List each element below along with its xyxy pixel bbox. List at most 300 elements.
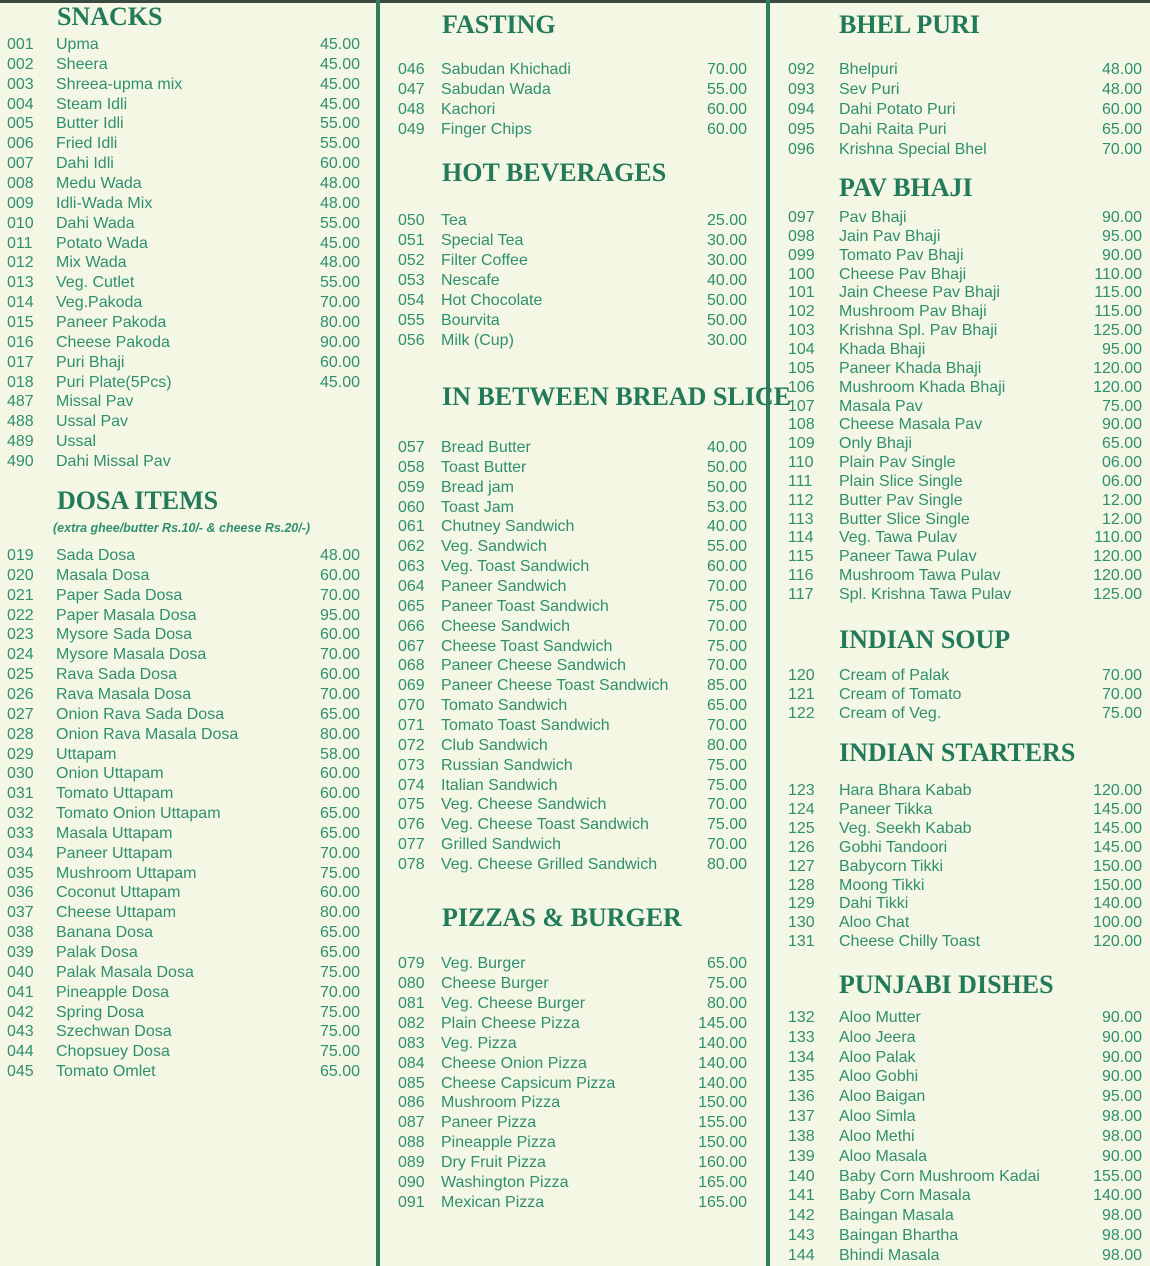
item-name: Dahi Idli bbox=[56, 155, 114, 173]
item-price: 50.00 bbox=[706, 292, 747, 309]
item-name: Aloo Masala bbox=[839, 1147, 928, 1165]
item-price: 85.00 bbox=[706, 677, 747, 695]
item-name: Jain Pav Bhaji bbox=[839, 227, 941, 245]
item-price: 65.00 bbox=[319, 944, 360, 961]
menu-item bbox=[0, 246, 1150, 266]
item-name: Veg. Cheese Toast Sandwich bbox=[441, 816, 649, 834]
menu-item bbox=[0, 685, 1150, 705]
item-price: 45.00 bbox=[319, 55, 360, 73]
item-name: Gobhi Tandoori bbox=[839, 838, 948, 856]
menu-item bbox=[0, 913, 1150, 933]
item-price: 45.00 bbox=[319, 373, 360, 391]
menu-item bbox=[0, 491, 1150, 511]
item-name: Paneer Toast Sandwich bbox=[441, 597, 609, 615]
item-name: Nescafe bbox=[441, 272, 500, 289]
item-price: 98.00 bbox=[1101, 1207, 1142, 1225]
menu-item bbox=[0, 666, 1150, 686]
menu-item bbox=[0, 140, 1150, 160]
item-code: 054 bbox=[398, 292, 425, 309]
menu-item bbox=[0, 265, 1150, 285]
item-code: 137 bbox=[788, 1108, 815, 1126]
item-price: 45.00 bbox=[319, 36, 360, 53]
item-price: 55.00 bbox=[319, 135, 360, 153]
item-name: Grilled Sandwich bbox=[441, 836, 562, 854]
item-code: 139 bbox=[788, 1147, 815, 1165]
item-price: 60.00 bbox=[319, 884, 360, 902]
item-code: 015 bbox=[7, 314, 34, 332]
item-price: 125.00 bbox=[1093, 322, 1142, 340]
menu-item bbox=[0, 1107, 1150, 1127]
item-name: Masala Uttapam bbox=[56, 824, 173, 842]
item-code: 136 bbox=[788, 1088, 815, 1106]
item-code: 063 bbox=[398, 558, 425, 576]
item-code: 051 bbox=[398, 232, 425, 249]
item-name: Baby Corn Masala bbox=[839, 1187, 971, 1205]
item-price: 98.00 bbox=[1101, 1246, 1142, 1264]
item-name: Only Bhaji bbox=[839, 435, 912, 453]
menu-item bbox=[0, 359, 1150, 379]
item-code: 075 bbox=[398, 796, 425, 814]
item-price: 40.00 bbox=[706, 439, 747, 456]
item-price: 90.00 bbox=[1101, 1068, 1142, 1086]
item-code: 134 bbox=[788, 1048, 815, 1066]
item-code: 114 bbox=[788, 529, 814, 547]
menu-item bbox=[0, 932, 1150, 952]
item-code: 082 bbox=[398, 1014, 425, 1032]
item-name: Cream of Veg. bbox=[839, 705, 942, 722]
item-name: Banana Dosa bbox=[56, 924, 153, 942]
item-price: 140.00 bbox=[698, 1034, 747, 1052]
item-price: 65.00 bbox=[319, 705, 360, 723]
section-heading: INDIAN STARTERS bbox=[839, 738, 1076, 767]
item-price: 48.00 bbox=[319, 254, 360, 272]
item-name: Aloo Mutter bbox=[839, 1009, 921, 1026]
item-code: 124 bbox=[788, 800, 815, 818]
item-code: 112 bbox=[788, 491, 814, 509]
item-price: 155.00 bbox=[698, 1114, 747, 1132]
item-name: Pineapple Pizza bbox=[441, 1134, 556, 1152]
item-name: Veg. Cheese Sandwich bbox=[441, 796, 607, 814]
item-name: Krishna Spl. Pav Bhaji bbox=[839, 322, 998, 340]
item-name: Veg.Pakoda bbox=[56, 294, 143, 312]
item-code: 126 bbox=[788, 838, 815, 856]
item-name: Veg. Pizza bbox=[441, 1034, 517, 1052]
item-code: 046 bbox=[398, 61, 425, 78]
item-price: 75.00 bbox=[706, 597, 747, 615]
menu-item bbox=[0, 510, 1150, 530]
item-price: 145.00 bbox=[1093, 838, 1142, 856]
item-code: 084 bbox=[398, 1054, 425, 1072]
item-price: 75.00 bbox=[706, 816, 747, 834]
item-code: 060 bbox=[398, 498, 425, 516]
item-code: 088 bbox=[398, 1134, 425, 1152]
item-code: 087 bbox=[398, 1114, 425, 1132]
item-price: 70.00 bbox=[1101, 686, 1142, 703]
item-code: 061 bbox=[398, 518, 425, 536]
item-code: 049 bbox=[398, 121, 425, 138]
item-price: 145.00 bbox=[1093, 819, 1142, 837]
item-name: Veg. Toast Sandwich bbox=[441, 558, 590, 576]
item-code: 070 bbox=[398, 697, 425, 715]
item-code: 016 bbox=[7, 333, 34, 351]
item-code: 052 bbox=[398, 252, 425, 269]
item-code: 025 bbox=[7, 666, 34, 684]
item-code: 091 bbox=[398, 1194, 425, 1212]
item-code: 065 bbox=[398, 597, 425, 615]
item-code: 041 bbox=[7, 983, 34, 1001]
item-code: 086 bbox=[398, 1094, 425, 1112]
item-price: 70.00 bbox=[706, 617, 747, 635]
item-name: Paneer Khada Bhaji bbox=[839, 359, 982, 377]
menu-item bbox=[0, 453, 1150, 473]
item-name: Cheese Onion Pizza bbox=[441, 1054, 587, 1072]
item-price: 80.00 bbox=[706, 736, 747, 754]
item-price: 55.00 bbox=[319, 274, 360, 292]
item-name: Italian Sandwich bbox=[441, 776, 558, 794]
item-code: 090 bbox=[398, 1174, 425, 1192]
item-name: Bourvita bbox=[441, 312, 500, 329]
menu-item bbox=[0, 1127, 1150, 1147]
item-code: 080 bbox=[398, 974, 425, 992]
item-name: Missal Pav bbox=[56, 393, 134, 411]
menu-item bbox=[0, 1087, 1150, 1107]
item-code: 488 bbox=[7, 413, 34, 431]
item-name: Mexican Pizza bbox=[441, 1194, 545, 1212]
item-price: 06.00 bbox=[1101, 454, 1142, 472]
item-name: Onion Rava Masala Dosa bbox=[56, 725, 239, 743]
item-name: Palak Masala Dosa bbox=[56, 963, 194, 981]
item-name: Bhelpuri bbox=[839, 61, 898, 78]
item-name: Veg. Cutlet bbox=[56, 274, 135, 292]
item-code: 490 bbox=[7, 453, 34, 471]
item-code: 133 bbox=[788, 1028, 815, 1046]
item-code: 056 bbox=[398, 332, 425, 349]
item-price: 65.00 bbox=[319, 805, 360, 823]
item-code: 123 bbox=[788, 782, 815, 799]
item-code: 032 bbox=[7, 805, 34, 823]
menu-item bbox=[0, 472, 1150, 492]
item-price: 95.00 bbox=[319, 606, 360, 624]
item-name: Tomato Omlet bbox=[56, 1063, 156, 1081]
item-code: 018 bbox=[7, 373, 34, 391]
item-code: 120 bbox=[788, 667, 815, 684]
item-name: Onion Rava Sada Dosa bbox=[56, 705, 225, 723]
menu-item bbox=[0, 857, 1150, 877]
menu-item bbox=[0, 800, 1150, 820]
item-code: 093 bbox=[788, 81, 815, 98]
menu-item bbox=[0, 528, 1150, 548]
item-name: Medu Wada bbox=[56, 175, 142, 193]
item-name: Dahi Missal Pav bbox=[56, 453, 171, 471]
item-code: 130 bbox=[788, 914, 815, 932]
section-heading: IN BETWEEN BREAD SLICE bbox=[442, 382, 791, 411]
item-name: Veg. Cheese Burger bbox=[441, 994, 586, 1012]
section-heading: PIZZAS & BURGER bbox=[442, 903, 682, 932]
item-name: Milk (Cup) bbox=[441, 332, 514, 349]
item-code: 035 bbox=[7, 864, 34, 882]
item-name: Mysore Masala Dosa bbox=[56, 646, 207, 664]
item-name: Tomato Toast Sandwich bbox=[441, 717, 610, 735]
item-price: 90.00 bbox=[1101, 1048, 1142, 1066]
item-name: Aloo Palak bbox=[839, 1048, 916, 1066]
item-price: 48.00 bbox=[1101, 61, 1142, 78]
item-name: Tea bbox=[441, 212, 467, 229]
item-code: 131 bbox=[788, 933, 815, 951]
item-price: 90.00 bbox=[1101, 246, 1142, 264]
item-price: 30.00 bbox=[706, 332, 747, 349]
item-name: Ussal bbox=[56, 433, 97, 451]
item-price: 120.00 bbox=[1093, 782, 1142, 799]
item-name: Baby Corn Mushroom Kadai bbox=[839, 1167, 1040, 1185]
item-code: 121 bbox=[788, 686, 815, 703]
menu-item bbox=[0, 1186, 1150, 1206]
item-name: Masala Dosa bbox=[56, 566, 150, 584]
item-price: 60.00 bbox=[319, 155, 360, 173]
section-heading: DOSA ITEMS bbox=[57, 486, 219, 515]
item-name: Idli-Wada Mix bbox=[56, 194, 153, 212]
item-price: 40.00 bbox=[706, 272, 747, 289]
item-price: 120.00 bbox=[1093, 378, 1142, 396]
item-price: 75.00 bbox=[706, 776, 747, 794]
item-price: 75.00 bbox=[706, 637, 747, 655]
item-code: 055 bbox=[398, 312, 425, 329]
item-price: 70.00 bbox=[319, 844, 360, 862]
item-price: 50.00 bbox=[706, 478, 747, 496]
item-name: Szechwan Dosa bbox=[56, 1023, 172, 1041]
item-price: 95.00 bbox=[1101, 340, 1142, 358]
item-code: 013 bbox=[7, 274, 34, 292]
item-name: Fried Idli bbox=[56, 135, 118, 153]
menu-item bbox=[0, 434, 1150, 454]
item-price: 12.00 bbox=[1101, 510, 1142, 528]
item-name: Cheese Chilly Toast bbox=[839, 933, 981, 951]
item-name: Paneer Cheese Sandwich bbox=[441, 657, 627, 675]
item-name: Baingan Masala bbox=[839, 1207, 954, 1225]
item-code: 142 bbox=[788, 1207, 815, 1225]
item-name: Chopsuey Dosa bbox=[56, 1043, 170, 1061]
menu-item bbox=[0, 120, 1150, 140]
item-name: Plain Slice Single bbox=[839, 472, 963, 490]
menu-item bbox=[0, 1067, 1150, 1087]
item-name: Aloo Chat bbox=[839, 914, 910, 932]
item-code: 109 bbox=[788, 435, 815, 453]
item-name: Coconut Uttapam bbox=[56, 884, 181, 902]
menu-item bbox=[0, 1028, 1150, 1048]
item-code: 021 bbox=[7, 586, 34, 604]
item-code: 100 bbox=[788, 265, 815, 283]
item-price: 65.00 bbox=[1101, 435, 1142, 453]
item-code: 057 bbox=[398, 439, 425, 456]
item-code: 072 bbox=[398, 736, 425, 754]
item-name: Butter Slice Single bbox=[839, 510, 970, 528]
item-name: Cheese Sandwich bbox=[441, 617, 570, 635]
item-code: 030 bbox=[7, 765, 34, 783]
item-code: 101 bbox=[788, 284, 815, 302]
item-code: 043 bbox=[7, 1023, 34, 1041]
section-heading: SNACKS bbox=[57, 2, 163, 31]
item-name: Chutney Sandwich bbox=[441, 518, 575, 536]
item-price: 45.00 bbox=[319, 95, 360, 113]
item-name: Butter Idli bbox=[56, 115, 124, 133]
item-name: Aloo Simla bbox=[839, 1108, 916, 1126]
item-code: 044 bbox=[7, 1043, 34, 1061]
item-price: 70.00 bbox=[706, 836, 747, 854]
item-name: Spring Dosa bbox=[56, 1003, 145, 1021]
item-name: Aloo Baigan bbox=[839, 1088, 926, 1106]
section-heading: BHEL PURI bbox=[839, 10, 980, 39]
item-code: 027 bbox=[7, 705, 34, 723]
item-price: 90.00 bbox=[319, 333, 360, 351]
item-price: 145.00 bbox=[698, 1014, 747, 1032]
item-price: 150.00 bbox=[698, 1094, 747, 1112]
item-name: Bhindi Masala bbox=[839, 1246, 940, 1264]
item-code: 001 bbox=[7, 36, 34, 53]
item-name: Upma bbox=[56, 36, 99, 53]
item-code: 002 bbox=[7, 55, 34, 73]
menu-item bbox=[0, 378, 1150, 398]
menu-item bbox=[0, 340, 1150, 360]
item-price: 30.00 bbox=[706, 252, 747, 269]
item-code: 129 bbox=[788, 895, 815, 913]
item-name: Cheese Toast Sandwich bbox=[441, 637, 613, 655]
item-name: Veg. Burger bbox=[441, 955, 526, 972]
item-price: 60.00 bbox=[319, 785, 360, 803]
menu-item bbox=[0, 894, 1150, 914]
item-name: Ussal Pav bbox=[56, 413, 129, 431]
item-code: 094 bbox=[788, 101, 815, 118]
item-code: 010 bbox=[7, 214, 34, 232]
item-code: 102 bbox=[788, 303, 815, 321]
item-name: Khada Bhaji bbox=[839, 340, 926, 358]
item-price: 110.00 bbox=[1094, 265, 1142, 283]
item-name: Washington Pizza bbox=[441, 1174, 569, 1192]
section-heading: INDIAN SOUP bbox=[839, 625, 1011, 654]
item-name: Butter Pav Single bbox=[839, 491, 963, 509]
item-name: Mushroom Pav Bhaji bbox=[839, 303, 987, 321]
item-price: 165.00 bbox=[698, 1174, 747, 1192]
item-code: 117 bbox=[788, 586, 814, 603]
item-name: Sada Dosa bbox=[56, 547, 136, 564]
menu-item bbox=[0, 283, 1150, 303]
item-price: 55.00 bbox=[706, 538, 747, 556]
item-name: Toast Butter bbox=[441, 458, 527, 476]
item-name: Sabudan Khichadi bbox=[441, 61, 571, 78]
item-name: Baingan Bhartha bbox=[839, 1227, 959, 1245]
menu-item bbox=[0, 1226, 1150, 1246]
item-name: Finger Chips bbox=[441, 121, 532, 138]
item-price: 100.00 bbox=[1093, 914, 1142, 932]
menu-item bbox=[0, 1147, 1150, 1167]
item-name: Steam Idli bbox=[56, 95, 128, 113]
item-code: 004 bbox=[7, 95, 34, 113]
item-price: 80.00 bbox=[706, 994, 747, 1012]
item-code: 487 bbox=[7, 393, 34, 411]
item-price: 60.00 bbox=[319, 353, 360, 371]
item-code: 048 bbox=[398, 101, 425, 118]
item-code: 079 bbox=[398, 955, 425, 972]
item-price: 60.00 bbox=[1101, 101, 1142, 118]
item-price: 98.00 bbox=[1101, 1127, 1142, 1145]
item-name: Mushroom Uttapam bbox=[56, 864, 197, 882]
item-price: 70.00 bbox=[706, 717, 747, 735]
item-price: 140.00 bbox=[1093, 895, 1142, 913]
item-code: 053 bbox=[398, 272, 425, 289]
item-price: 75.00 bbox=[1101, 705, 1142, 722]
menu-item bbox=[0, 1008, 1150, 1028]
item-price: 65.00 bbox=[1101, 121, 1142, 138]
item-name: Paneer Uttapam bbox=[56, 844, 173, 862]
item-price: 60.00 bbox=[319, 666, 360, 684]
item-name: Cheese Capsicum Pizza bbox=[441, 1074, 616, 1092]
item-name: Bread Butter bbox=[441, 439, 531, 456]
menu-item bbox=[0, 227, 1150, 247]
item-name: Cheese Pakoda bbox=[56, 333, 170, 351]
item-name: Pineapple Dosa bbox=[56, 983, 169, 1001]
top-border bbox=[0, 0, 1150, 3]
item-code: 017 bbox=[7, 353, 34, 371]
item-code: 033 bbox=[7, 824, 34, 842]
item-price: 150.00 bbox=[1093, 857, 1142, 875]
item-code: 140 bbox=[788, 1167, 815, 1185]
item-code: 029 bbox=[7, 745, 34, 763]
item-price: 75.00 bbox=[319, 864, 360, 882]
item-name: Cheese Masala Pav bbox=[839, 416, 983, 434]
item-price: 48.00 bbox=[319, 194, 360, 212]
item-code: 008 bbox=[7, 175, 34, 193]
item-name: Palak Dosa bbox=[56, 944, 138, 961]
item-price: 70.00 bbox=[1101, 141, 1142, 158]
item-code: 005 bbox=[7, 115, 34, 133]
item-name: Tomato Uttapam bbox=[56, 785, 174, 803]
item-price: 75.00 bbox=[319, 1043, 360, 1061]
item-name: Special Tea bbox=[441, 232, 524, 249]
item-price: 60.00 bbox=[319, 626, 360, 644]
item-name: Plain Cheese Pizza bbox=[441, 1014, 580, 1032]
item-code: 085 bbox=[398, 1074, 425, 1092]
item-code: 103 bbox=[788, 322, 815, 340]
menu-item bbox=[0, 1206, 1150, 1226]
item-price: 30.00 bbox=[706, 232, 747, 249]
item-price: 90.00 bbox=[1101, 416, 1142, 434]
item-price: 80.00 bbox=[319, 904, 360, 922]
item-price: 60.00 bbox=[706, 121, 747, 138]
item-code: 023 bbox=[7, 626, 34, 644]
item-code: 062 bbox=[398, 538, 425, 556]
item-price: 75.00 bbox=[1101, 397, 1142, 415]
item-name: Mix Wada bbox=[56, 254, 127, 272]
item-name: Russian Sandwich bbox=[441, 756, 573, 774]
item-price: 65.00 bbox=[319, 1063, 360, 1081]
item-code: 076 bbox=[398, 816, 425, 834]
item-price: 70.00 bbox=[1101, 667, 1142, 684]
item-price: 48.00 bbox=[1101, 81, 1142, 98]
item-price: 140.00 bbox=[698, 1054, 747, 1072]
item-price: 70.00 bbox=[706, 796, 747, 814]
item-name: Mushroom Pizza bbox=[441, 1094, 561, 1112]
menu-item bbox=[0, 547, 1150, 567]
item-price: 12.00 bbox=[1101, 491, 1142, 509]
item-price: 65.00 bbox=[319, 824, 360, 842]
item-price: 60.00 bbox=[706, 558, 747, 576]
item-name: Pav Bhaji bbox=[839, 209, 907, 226]
item-price: 75.00 bbox=[319, 963, 360, 981]
item-name: Mysore Sada Dosa bbox=[56, 626, 193, 644]
item-code: 104 bbox=[788, 340, 815, 358]
item-code: 141 bbox=[788, 1187, 815, 1205]
item-code: 036 bbox=[7, 884, 34, 902]
item-price: 60.00 bbox=[319, 765, 360, 783]
item-name: Paneer Cheese Toast Sandwich bbox=[441, 677, 669, 695]
